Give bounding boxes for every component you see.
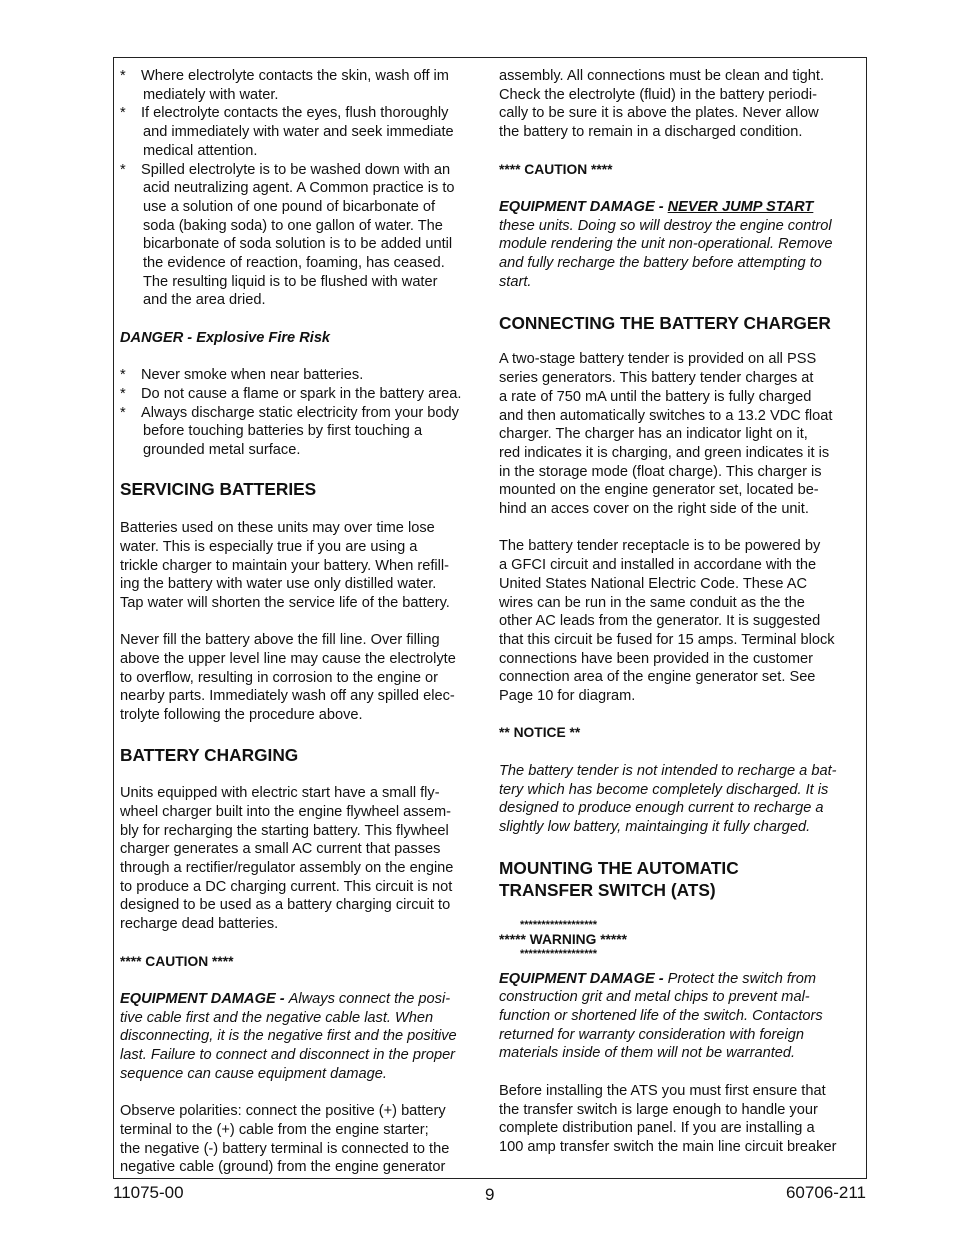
text-line: United States National Electric Code. These AC [499, 575, 807, 592]
bullet-line: soda (baking soda) to one gallon of water. The [143, 217, 443, 234]
servicing-paragraph-2 [120, 631, 482, 725]
text-line: last. Failure to connect and disconnect in the proper [120, 1047, 456, 1064]
text-line: red indicates it is charging, and green indicates it is [499, 444, 830, 461]
equipment-damage-label-ats: EQUIPMENT DAMAGE - [499, 970, 668, 987]
jump-start-warning [499, 198, 861, 292]
text-line: that this circuit be fused for 15 amps. Terminal block [499, 631, 835, 648]
servicing-paragraph-1 [120, 519, 482, 613]
heading-connecting-charger: CONNECTING THE BATTERY CHARGER [499, 313, 831, 334]
text-line: charger generates a small AC current that passes [120, 841, 441, 858]
text-line: wheel charger built into the engine flywheel assem- [120, 803, 451, 820]
text-line: recharge dead batteries. [120, 916, 279, 933]
heading-battery-charging: BATTERY CHARGING [120, 744, 299, 765]
bullet-mark: * [120, 367, 126, 384]
heading-mounting-line-1: MOUNTING THE AUTOMATIC [499, 857, 739, 878]
text-line: the transfer switch is large enough to handle your [499, 1101, 818, 1118]
charger-paragraph-1 [499, 350, 861, 518]
caution-label-right: **** CAUTION **** [499, 161, 613, 177]
connections-paragraph [499, 67, 861, 142]
text-line: slightly low battery, maintainging it fully charged. [499, 818, 811, 835]
text-line: terminal to the (+) cable from the engine starter; [120, 1121, 429, 1138]
equipment-damage-warning [120, 990, 482, 1084]
footer-doc-number: 11075-00 [113, 1183, 184, 1202]
caution-label: **** CAUTION **** [120, 953, 234, 969]
bullet-item [120, 366, 482, 385]
footer-part-number: 60706-211 [785, 1183, 866, 1202]
bullet-line: medical attention. [143, 142, 258, 159]
text-line: nearby parts. Immediately wash off any spilled elec- [120, 688, 455, 705]
bullet-line: The resulting liquid is to be flushed with water [143, 273, 438, 290]
equipment-damage-first-line: Always connect the posi- [288, 990, 451, 1007]
text-line: to produce a DC charging current. This circuit is not [120, 878, 453, 895]
bullet-item [120, 67, 482, 104]
text-line: start. [499, 273, 532, 290]
text-line: designed to be used as a battery charging circuit to [120, 897, 451, 914]
bullet-item [120, 104, 482, 160]
bullet-item [120, 385, 482, 404]
charging-paragraph [120, 784, 482, 934]
heading-mounting-line-2: TRANSFER SWITCH (ATS) [499, 879, 716, 900]
equipment-damage-label: EQUIPMENT DAMAGE - [120, 990, 289, 1007]
notice-text [499, 762, 861, 837]
text-line: and then automatically switches to a 13.2 VDC float [499, 407, 833, 424]
text-line: disconnecting, it is the negative first and the positive [120, 1028, 457, 1045]
equipment-damage-label-right: EQUIPMENT DAMAGE - [499, 198, 668, 215]
danger-label: DANGER - Explosive Fire Risk [120, 329, 331, 346]
charger-paragraph-2 [499, 537, 861, 705]
bullet-line: Where electrolyte contacts the skin, wash off im [141, 68, 449, 84]
text-line: Check the electrolyte (fluid) in the battery periodi- [499, 86, 817, 103]
heading-mounting-ats [499, 857, 861, 901]
bullet-item [120, 404, 482, 460]
page-frame [113, 57, 867, 1179]
bullet-line: grounded metal surface. [143, 442, 301, 459]
text-line: assembly. All connections must be clean and tight. [499, 68, 825, 84]
text-line: Units equipped with electric start have a small fly- [120, 785, 440, 802]
jump-start-text [499, 217, 861, 292]
text-line: tive cable first and the negative cable last. When [120, 1009, 434, 1026]
text-line: a rate of 750 mA until the battery is fully charged [499, 388, 812, 405]
bullet-line: the evidence of reaction, foaming, has ceased. [143, 255, 445, 272]
text-line: through a rectifier/regulator assembly on the engine [120, 860, 454, 877]
text-line: A two-stage battery tender is provided on all PSS [499, 351, 817, 368]
text-line: The battery tender is not intended to recharge a bat- [499, 762, 837, 779]
ats-damage-text [499, 988, 861, 1063]
bullet-line: acid neutralizing agent. A Common practice is to [143, 180, 455, 197]
bullet-line: use a solution of one pound of bicarbonate of [143, 198, 436, 215]
bullet-line: If electrolyte contacts the eyes, flush thoroughly [141, 105, 449, 122]
text-line: Tap water will shorten the service life of the battery. [120, 594, 450, 611]
never-jump-start: NEVER JUMP START [667, 198, 814, 215]
text-line: sequence can cause equipment damage. [120, 1065, 387, 1082]
bullet-mark: * [120, 105, 126, 122]
text-line: module rendering the unit non-operational. Remove [499, 236, 833, 253]
text-line: the negative (-) battery terminal is connected to the [120, 1140, 450, 1157]
text-line: trolyte following the procedure above. [120, 707, 363, 724]
text-line: above the upper level line may cause the electrolyte [120, 651, 456, 668]
left-column [120, 67, 482, 1177]
text-line: the battery to remain in a discharged condition. [499, 124, 803, 141]
danger-bullets [120, 366, 482, 460]
text-line: function or shortened life of the switch. Contactors [499, 1008, 823, 1025]
stars-bottom: ****************** [520, 947, 598, 960]
text-line: series generators. This battery tender charges at [499, 370, 814, 387]
bullet-line: and immediately with water and seek immediate [143, 124, 454, 141]
ats-damage-first-line: Protect the switch from [667, 970, 817, 987]
bullet-mark: * [120, 404, 126, 421]
text-line: ing the battery with water use only distilled water. [120, 576, 437, 593]
text-line: materials inside of them will not be warranted. [499, 1045, 796, 1062]
text-line: The battery tender receptacle is to be powered by [499, 538, 821, 555]
text-line: tery which has become completely discharged. It is [499, 781, 829, 798]
text-line: connection area of the engine generator set. See [499, 669, 816, 686]
text-line: these units. Doing so will destroy the engine control [499, 217, 832, 234]
text-line: a GFCI circuit and installed in accordane with the [499, 557, 817, 574]
text-line: Page 10 for diagram. [499, 688, 636, 705]
bullet-mark: * [120, 68, 126, 84]
text-line: Before installing the ATS you must first ensure that [499, 1082, 826, 1099]
text-line: to overflow, resulting in corrosion to the engine or [120, 669, 438, 686]
right-column [499, 67, 861, 1157]
polarities-paragraph [120, 1102, 482, 1177]
text-line: cally to be sure it is above the plates. Never allow [499, 105, 819, 122]
text-line: other AC leads from the generator. It is suggested [499, 613, 821, 630]
text-line: hind an acces cover on the right side of the unit. [499, 501, 809, 518]
bullet-line: mediately with water. [143, 86, 279, 103]
text-line: in the storage mode (float charge). This charger is [499, 463, 822, 480]
bullet-line: bicarbonate of soda solution is to be added until [143, 236, 453, 253]
electrolyte-bullets [120, 67, 482, 310]
equipment-damage-text [120, 1009, 482, 1084]
text-line: wires can be run in the same conduit as the the [499, 594, 805, 611]
text-line: designed to produce enough current to recharge a [499, 800, 824, 817]
text-line: Observe polarities: connect the positive (+) battery [120, 1103, 446, 1120]
notice-label: ** NOTICE ** [499, 725, 581, 741]
bullet-mark: * [120, 385, 126, 402]
text-line: mounted on the engine generator set, located be- [499, 482, 819, 499]
text-line: complete distribution panel. If you are installing a [499, 1120, 815, 1137]
stars-top: ****************** [520, 918, 598, 931]
text-line: Batteries used on these units may over time lose [120, 520, 435, 537]
text-line: negative cable (ground) from the engine generator [120, 1159, 446, 1176]
text-line: Never fill the battery above the fill line. Over filling [120, 632, 440, 649]
bullet-line: Never smoke when near batteries. [141, 367, 364, 384]
ats-equipment-damage [499, 970, 861, 1064]
text-line: connections have been provided in the customer [499, 650, 813, 667]
bullet-line: Always discharge static electricity from your body [141, 404, 459, 421]
text-line: bly for recharging the starting battery. This flywheel [120, 822, 449, 839]
bullet-line: Do not cause a flame or spark in the battery area. [141, 385, 462, 402]
text-line: water. This is especially true if you are using a [120, 538, 418, 555]
bullet-line: Spilled electrolyte is to be washed down with an [141, 161, 451, 178]
heading-servicing-batteries: SERVICING BATTERIES [120, 479, 317, 500]
text-line: returned for warranty consideration with foreign [499, 1026, 805, 1043]
bullet-line: before touching batteries by first touching a [143, 423, 423, 440]
text-line: construction grit and metal chips to prevent mal- [499, 989, 810, 1006]
text-line: trickle charger to maintain your battery. When refill- [120, 557, 450, 574]
bullet-item [120, 161, 482, 311]
text-line: charger. The charger has an indicator light on it, [499, 426, 808, 443]
page-number: 9 [485, 1185, 495, 1204]
bullet-mark: * [120, 161, 126, 178]
warning-label: ***** WARNING ***** [499, 931, 628, 947]
text-line: 100 amp transfer switch the main line circuit breaker [499, 1138, 837, 1155]
bullet-line: and the area dried. [143, 292, 266, 309]
text-line: and fully recharge the battery before attempting to [499, 255, 822, 271]
before-installing-paragraph [499, 1082, 861, 1157]
